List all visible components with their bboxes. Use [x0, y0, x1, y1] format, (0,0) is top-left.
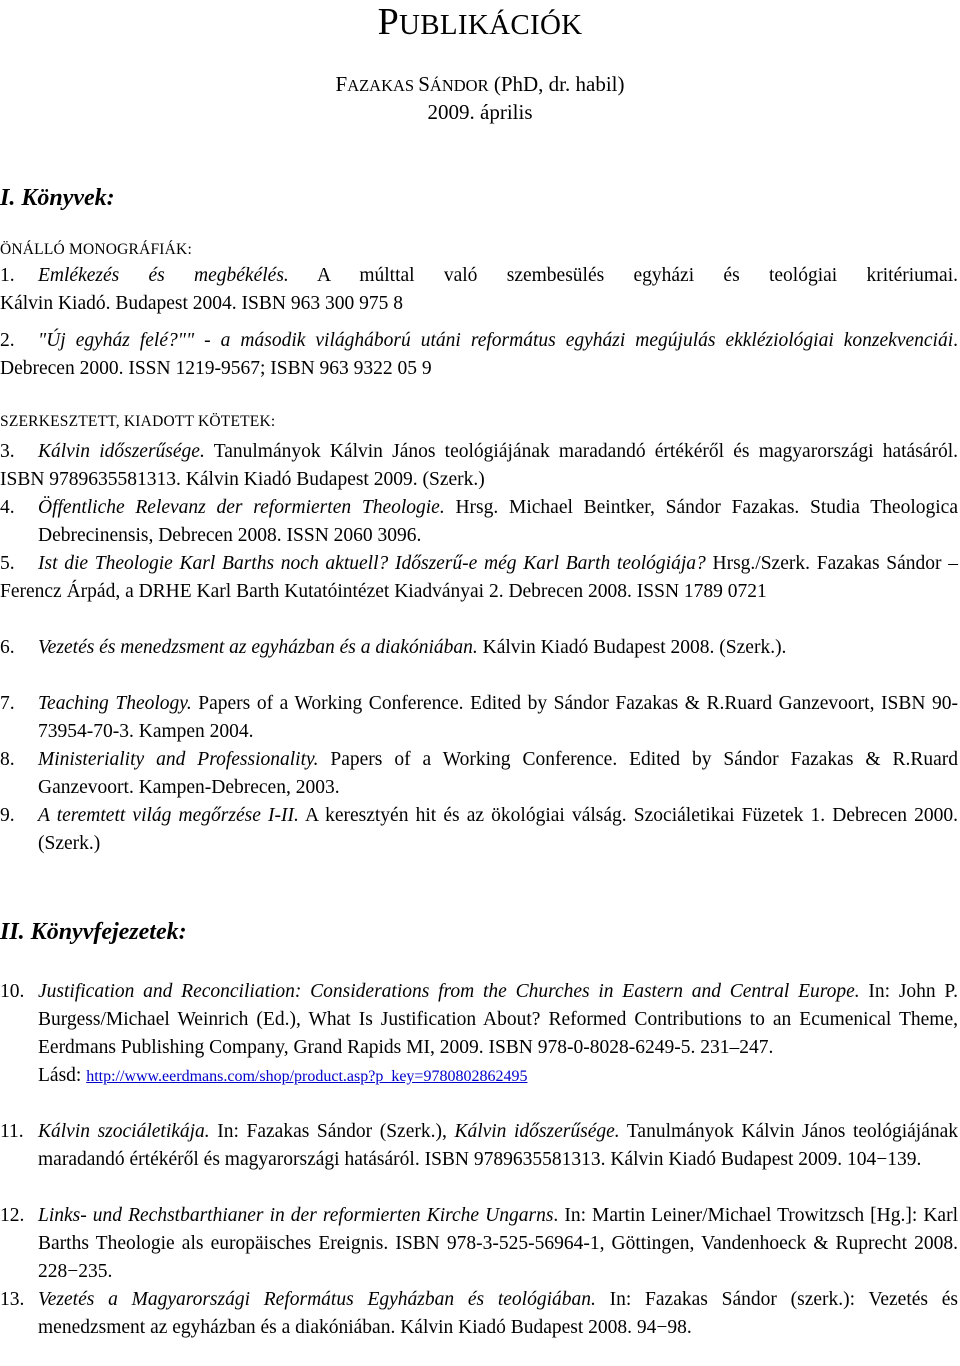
item-details: Hrsg. Michael Beintker, Sándor Fazakas. Studia Theologica Debrecinensis, Debrecen 2008. ISSN 2060 3096. — [38, 497, 958, 546]
title-initial: P — [377, 1, 399, 43]
item-details: In: Fazakas Sándor (szerk.): Vezetés és menedzsment az egyházban és a diakóniában. Kálvin Kiadó Budapest 2008. 94−98. — [38, 1289, 958, 1338]
item-link-line — [38, 1062, 958, 1091]
item-text — [0, 327, 958, 383]
item-text — [38, 1286, 958, 1342]
author-line — [0, 70, 960, 100]
item-title: Kálvin szociáletikája. — [38, 1121, 210, 1142]
item-title: Emlékezés és megbékélés. — [38, 265, 289, 286]
item-text — [38, 978, 958, 1062]
item-number: 11. — [0, 1121, 24, 1142]
item-text — [38, 494, 958, 550]
item-text — [0, 550, 958, 606]
item-title: Links- und Rechstbarthianer in der reformierten Kirche Ungarns — [38, 1205, 554, 1226]
list-item — [0, 438, 958, 494]
list-item — [0, 262, 958, 318]
item-title: "Új egyház felé?"" - a második világháború utáni református egyházi megújulás ekkléziológiai konzekvenciái — [38, 330, 954, 351]
item-title: A teremtett világ megőrzése I-II. — [38, 805, 299, 826]
list-item — [0, 746, 958, 802]
list-item — [0, 494, 958, 550]
item-title: Ministeriality and Professionality. — [38, 749, 319, 770]
item-number: 9. — [0, 805, 15, 826]
item-number: 5. — [0, 553, 15, 574]
item-number: 4. — [0, 497, 15, 518]
item-title: Vezetés a Magyarországi Református Egyházban és teológiában. — [38, 1289, 596, 1310]
date-line: 2009. április — [427, 100, 533, 124]
list-item — [0, 1202, 958, 1286]
item-number: 13. — [0, 1289, 25, 1310]
list-item — [0, 978, 958, 1091]
item-details: Kálvin Kiadó Budapest 2008. (Szerk.). — [477, 637, 787, 658]
author-degrees: (PhD, dr. habil) — [488, 72, 625, 96]
item-number: 12. — [0, 1205, 25, 1226]
item-text — [0, 634, 958, 662]
item-number: 2. — [0, 330, 15, 351]
author-given-rest: ÁNDOR — [429, 76, 489, 95]
item-details: In: Fazakas Sándor (Szerk.), — [209, 1121, 455, 1142]
section-heading-books: I. Könyvek: — [0, 185, 115, 211]
publisher-link[interactable]: http://www.eerdmans.com/shop/product.asp?p_key=9780802862495 — [86, 1068, 528, 1085]
item-text — [38, 802, 958, 858]
page-title — [0, 0, 960, 47]
subheading-monographs: ÖNÁLLÓ MONOGRÁFIÁK: — [0, 241, 192, 258]
item-text — [38, 1118, 958, 1174]
list-item — [0, 327, 958, 383]
list-item — [0, 690, 958, 746]
author-initial: F — [335, 72, 348, 96]
item-title: Ist die Theologie Karl Barths noch aktuell? Időszerű-e még Karl Barth teológiája? — [38, 553, 706, 574]
item-text — [0, 438, 958, 494]
item-text — [38, 262, 958, 290]
list-item — [0, 802, 958, 858]
item-title: Teaching Theology. — [38, 693, 192, 714]
item-details: In: John P. Burgess/Michael Weinrich (Ed.), What Is Justification About? Reformed Contributions to an Ecumenical Theme, Eerdmans Publishing Company, Grand Rapids MI, 2009. ISBN 978-0-8028-6249-5. 231–247. — [38, 981, 958, 1058]
item-details: Papers of a Working Conference. Edited by Sándor Fazakas & R.Ruard Ganzevoort. Kampen-Debrecen, 2003. — [38, 749, 958, 798]
item-title: Öffentliche Relevanz der reformierten Theologie. — [38, 497, 445, 518]
item-number: 10. — [0, 981, 25, 1002]
item-number: 3. — [0, 441, 15, 462]
section-heading-chapters: II. Könyvfejezetek: — [0, 919, 187, 945]
item-text — [38, 1202, 958, 1286]
item-title: Vezetés és menedzsment az egyházban és a diakóniában. — [38, 637, 478, 658]
item-details: . In: Martin Leiner/Michael Trowitzsch [Hg.]: Karl Barths Theologie als europäisches Ereignis. ISBN 978-3-525-56964-1, Göttingen, Vandenhoeck & Ruprecht 2008. 228−235. — [38, 1205, 958, 1282]
item-details: . Debrecen 2000. ISSN 1219-9567; ISBN 963 9322 05 9 — [0, 330, 958, 379]
item-title: Kálvin időszerűsége. — [38, 441, 205, 462]
item-number: 1. — [0, 265, 15, 286]
item-text-continued: Kálvin Kiadó. Budapest 2004. ISBN 963 300 975 8 — [0, 293, 403, 314]
subheading-edited-volumes: SZERKESZTETT, KIADOTT KÖTETEK: — [0, 413, 276, 430]
list-item — [0, 550, 958, 606]
item-details: Papers of a Working Conference. Edited by Sándor Fazakas & R.Ruard Ganzevoort, ISBN 90-73954-70-3. Kampen 2004. — [38, 693, 958, 742]
item-details: A keresztyén hit és az ökológiai válság. Szociáletikai Füzetek 1. Debrecen 2000. (Szerk.) — [38, 805, 959, 854]
item-details: A múlttal való szembesülés egyházi és teológiai kritériumai. — [288, 265, 958, 286]
item-title: Justification and Reconciliation: Considerations from the Churches in Eastern and Central Europe. — [38, 981, 860, 1002]
item-text — [38, 746, 958, 802]
list-item — [0, 1118, 958, 1174]
item-volume-title: Kálvin időszerűsége. — [454, 1121, 620, 1142]
list-item — [0, 634, 958, 662]
author-surname-rest: AZAKAS — [347, 76, 419, 95]
title-rest: UBLIKÁCIÓK — [399, 9, 583, 41]
item-details-continued: Tanulmányok Kálvin János teológiájának maradandó értékéről és magyarországi hatásáról. ISBN 9789635581313. Kálvin Kiadó Budapest 2009. 104−139. — [38, 1121, 958, 1170]
item-text — [38, 690, 958, 746]
item-number: 8. — [0, 749, 15, 770]
item-number: 7. — [0, 693, 15, 714]
item-number: 6. — [0, 637, 15, 658]
list-item — [0, 1286, 958, 1342]
item-details: Hrsg./Szerk. Fazakas Sándor – Ferencz Árpád, a DRHE Karl Barth Kutatóintézet Kiadványai 2. Debrecen 2008. ISSN 1789 0721 — [0, 553, 959, 602]
see-label: Lásd: — [38, 1065, 87, 1086]
author-given-initial: S — [418, 72, 430, 96]
item-details: Tanulmányok Kálvin János teológiájának maradandó értékéről és magyarországi hatásáról. ISBN 9789635581313. Kálvin Kiadó Budapest 2009. (Szerk.) — [0, 441, 958, 490]
